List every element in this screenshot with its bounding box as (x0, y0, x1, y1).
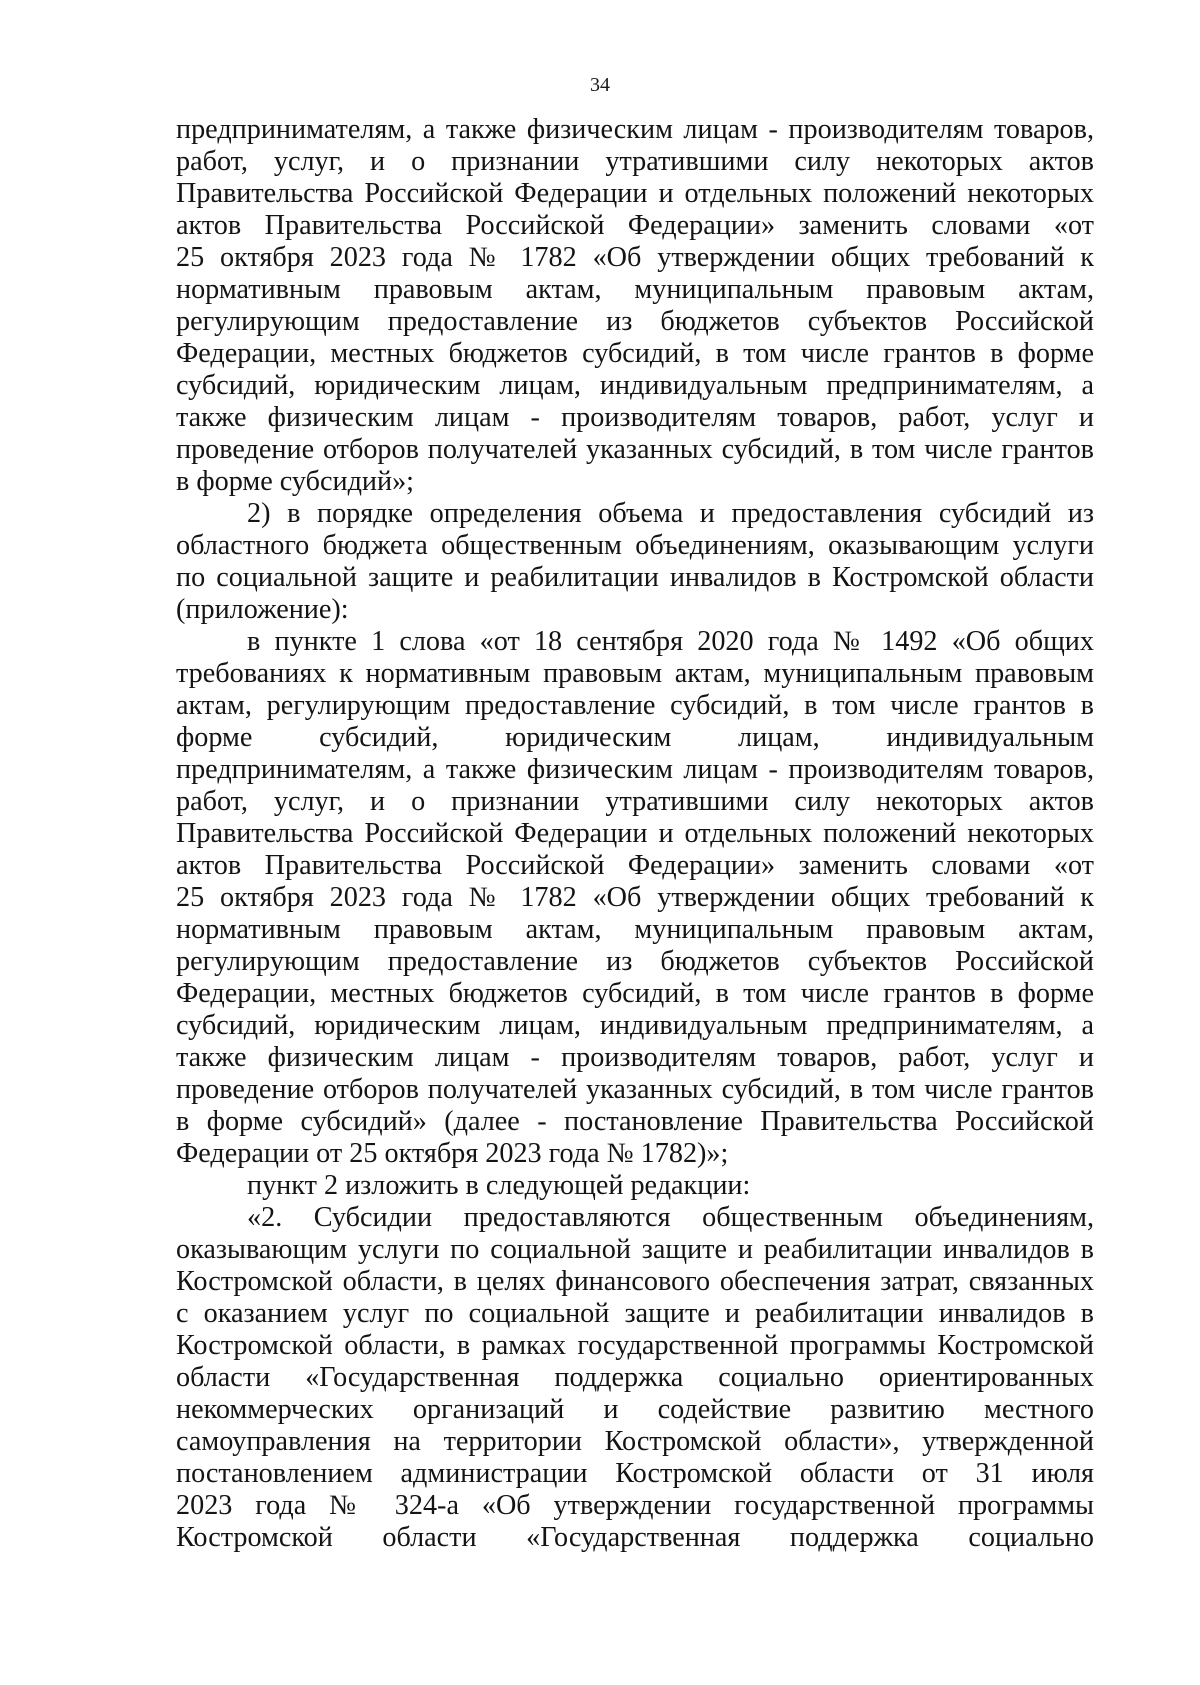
text-line: работ, услуг, и о признании утратившими силу некоторых актов (176, 786, 1094, 817)
text-line: нормативным правовым актам, муниципальным правовым актам, (176, 274, 1094, 305)
text-line: области «Государственная поддержка социально ориентированных (176, 1362, 1094, 1393)
text-line: «2. Субсидии предоставляются общественным объединениям, (247, 1202, 1094, 1233)
page-number: 34 (590, 74, 610, 96)
text-line: Костромской области «Государственная поддержка социально (176, 1522, 1094, 1553)
text-line: в форме субсидий»; (176, 466, 415, 497)
text-line: с оказанием услуг по социальной защите и реабилитации инвалидов в (176, 1298, 1094, 1329)
text-line: в форме субсидий» (далее - постановление Правительства Российской (176, 1106, 1094, 1137)
text-line: предпринимателям, а также физическим лицам - производителям товаров, (176, 114, 1094, 145)
text-line: требованиях к нормативным правовым актам, муниципальным правовым (176, 658, 1094, 689)
text-line: 25 октября 2023 года № 1782 «Об утверждении общих требований к (176, 242, 1094, 273)
text-line: в пункте 1 слова «от 18 сентября 2020 года № 1492 «Об общих (247, 626, 1094, 657)
text-line: предпринимателям, а также физическим лицам - производителям товаров, (176, 754, 1094, 785)
text-line: Костромской области, в рамках государственной программы Костромской (176, 1330, 1094, 1361)
text-line: актам, регулирующим предоставление субсидий, в том числе грантов в (176, 690, 1094, 721)
text-line: субсидий, юридическим лицам, индивидуальным предпринимателям, а (176, 370, 1094, 401)
text-line: актов Правительства Российской Федерации» заменить словами «от (176, 850, 1094, 881)
text-line: Костромской области, в целях финансового обеспечения затрат, связанных (176, 1266, 1094, 1297)
text-line: проведение отборов получателей указанных субсидий, в том числе грантов (176, 1074, 1094, 1105)
text-line: также физическим лицам - производителям товаров, работ, услуг и (176, 1042, 1094, 1073)
text-line: проведение отборов получателей указанных субсидий, в том числе грантов (176, 434, 1094, 465)
text-line: Федерации, местных бюджетов субсидий, в том числе грантов в форме (176, 338, 1094, 369)
text-line: Федерации, местных бюджетов субсидий, в том числе грантов в форме (176, 978, 1094, 1009)
text-line: самоуправления на территории Костромской области», утвержденной (176, 1426, 1094, 1457)
document-body (176, 114, 1094, 1554)
text-line: субсидий, юридическим лицам, индивидуальным предпринимателям, а (176, 1010, 1094, 1041)
text-line: форме субсидий, юридическим лицам, индивидуальным (176, 722, 1094, 753)
text-line: регулирующим предоставление из бюджетов субъектов Российской (176, 946, 1094, 977)
text-line: 2) в порядке определения объема и предоставления субсидий из (247, 498, 1094, 529)
text-line: областного бюджета общественным объединениям, оказывающим услуги (176, 530, 1094, 561)
text-line: Федерации от 25 октября 2023 года № 1782)»; (176, 1138, 729, 1169)
text-line: работ, услуг, и о признании утратившими силу некоторых актов (176, 146, 1094, 177)
text-line: регулирующим предоставление из бюджетов субъектов Российской (176, 306, 1094, 337)
text-line: актов Правительства Российской Федерации» заменить словами «от (176, 210, 1094, 241)
text-line: нормативным правовым актам, муниципальным правовым актам, (176, 914, 1094, 945)
text-line: 25 октября 2023 года № 1782 «Об утверждении общих требований к (176, 882, 1094, 913)
text-line: по социальной защите и реабилитации инвалидов в Костромской области (176, 562, 1094, 593)
text-line: некоммерческих организаций и содействие развитию местного (176, 1394, 1094, 1425)
text-line: (приложение): (176, 594, 349, 625)
text-line: Правительства Российской Федерации и отдельных положений некоторых (176, 818, 1094, 849)
text-line: постановлением администрации Костромской области от 31 июля (176, 1458, 1094, 1489)
text-line: оказывающим услуги по социальной защите и реабилитации инвалидов в (176, 1234, 1094, 1265)
text-line: 2023 года № 324-а «Об утверждении государственной программы (176, 1490, 1094, 1521)
text-line: Правительства Российской Федерации и отдельных положений некоторых (176, 178, 1094, 209)
text-line: пункт 2 изложить в следующей редакции: (247, 1170, 751, 1201)
text-line: также физическим лицам - производителям товаров, работ, услуг и (176, 402, 1094, 433)
